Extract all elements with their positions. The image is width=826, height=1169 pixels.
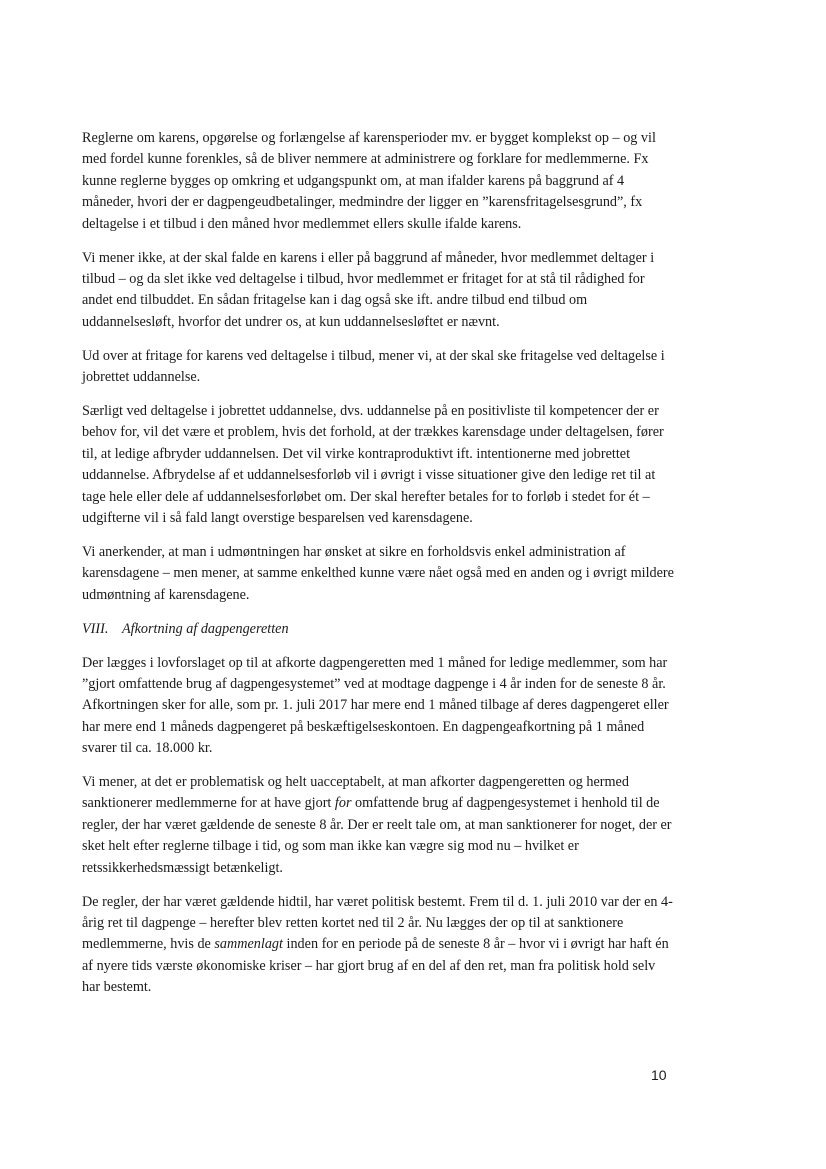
page-number: 10: [651, 1067, 667, 1083]
section-title: Afkortning af dagpengeretten: [122, 620, 289, 637]
paragraph: [82, 772, 674, 879]
paragraph-text: Vi mener, at det er problematisk og helt uacceptabelt, at man afkorter dagpengeretten og hermed sanktionerer medlemmerne for at have gjort: [82, 774, 629, 812]
paragraph-text: De regler, der har været gældende hidtil, har været politisk bestemt. Frem til d. 1. juli 2010 var der en 4-årig ret til dagpenge – herefter blev retten kortet ned til 2 år. Nu lægges der op til at sanktionere medlemmerne, hvis de: [82, 893, 673, 953]
paragraph-text: omfattende brug af dagpengesystemet i henhold til de regler, der har været gældende de seneste 8 år. Der er reelt tale om, at man sanktionerer for noget, der er sket helt efter reglerne tilbage i tid, og som man ikke kan vægre sig mod nu – hvilket er retssikkerhedsmæssigt betænkeligt.: [82, 795, 672, 876]
section-number: VIII.: [82, 620, 109, 637]
emphasis-text: sammenlagt: [214, 936, 283, 953]
paragraph: Vi mener ikke, at der skal falde en karens i eller på baggrund af måneder, hvor medlemmet deltager i tilbud – og da slet ikke ved deltagelse i tilbud, hvor medlemmet er fritaget for at stå til rådighed for andet end tilbuddet. En sådan fritagelse kan i dag også ske ift. andre tilbud end tilbud om uddannelsesløft, hvorfor det undrer os, at kun uddannelsesløftet er nævnt.: [82, 249, 655, 330]
paragraph: Reglerne om karens, opgørelse og forlængelse af karensperioder mv. er bygget komplekst op – og vil med fordel kunne forenkles, så de bliver nemmere at administrere og forklare for medlemmerne. Fx kunne reglerne bygges op omkring et udgangspunkt om, at man ifalder karens på baggrund af 4 måneder, hvori der er dagpengeudbetalinger, medmindre der ligger en ”karensfritagelsesgrund”, fx deltagelse i et tilbud i den måned hvor medlemmet ellers skulle ifalde karens.: [82, 130, 656, 232]
paragraph: Ud over at fritage for karens ved deltagelse i tilbud, mener vi, at der skal ske fritagelse ved deltagelse i jobrettet uddannelse.: [82, 347, 665, 386]
paragraph: Der lægges i lovforslaget op til at afkorte dagpengeretten med 1 måned for ledige medlemmer, som har ”gjort omfattende brug af dagpengesystemet” ved at modtage dagpenge i 4 år inden for de seneste 8 år. Afkortningen sker for alle, som pr. 1. juli 2017 har mere end 1 måned tilbage af deres dagpengeret eller har mere end 1 måneds dagpengeret på beskæftigelseskontoen. En dagpengeafkortning på 1 måned svarer til ca. 18.000 kr.: [82, 654, 669, 757]
section-heading: [82, 619, 674, 640]
emphasis-text: for: [334, 795, 352, 812]
paragraph: Særligt ved deltagelse i jobrettet uddannelse, dvs. uddannelse på en positivliste til kompetencer der er behov for, vil det være et problem, hvis det forhold, at der trækkes karensdage under deltagelsen, fører til, at ledige afbryder uddannelsen. Det vil virke kontraproduktivt ift. intentionerne med jobrettet uddannelse. Afbrydelse af et uddannelsesforløb vil i øvrigt i visse situationer give den ledige ret til at tage hele eller dele af uddannelsesforløbet om. Der skal herefter betales for to forløb i stedet for ét – udgifterne vil i så fald langt overstige besparelsen ved karensdagene.: [82, 402, 664, 526]
document-body: [82, 128, 674, 1011]
paragraph: [82, 892, 674, 999]
paragraph-text: inden for en periode på de seneste 8 år – hvor vi i øvrigt har haft én af nyere tids værste økonomiske kriser – har gjort brug af en del af den ret, man fra politisk hold selv har bestemt.: [82, 936, 669, 996]
paragraph: Vi anerkender, at man i udmøntningen har ønsket at sikre en forholdsvis enkel administration af karensdagene – men mener, at samme enkelthed kunne være nået også med en anden og i øvrigt mildere udmøntning af karensdagene.: [82, 543, 674, 603]
